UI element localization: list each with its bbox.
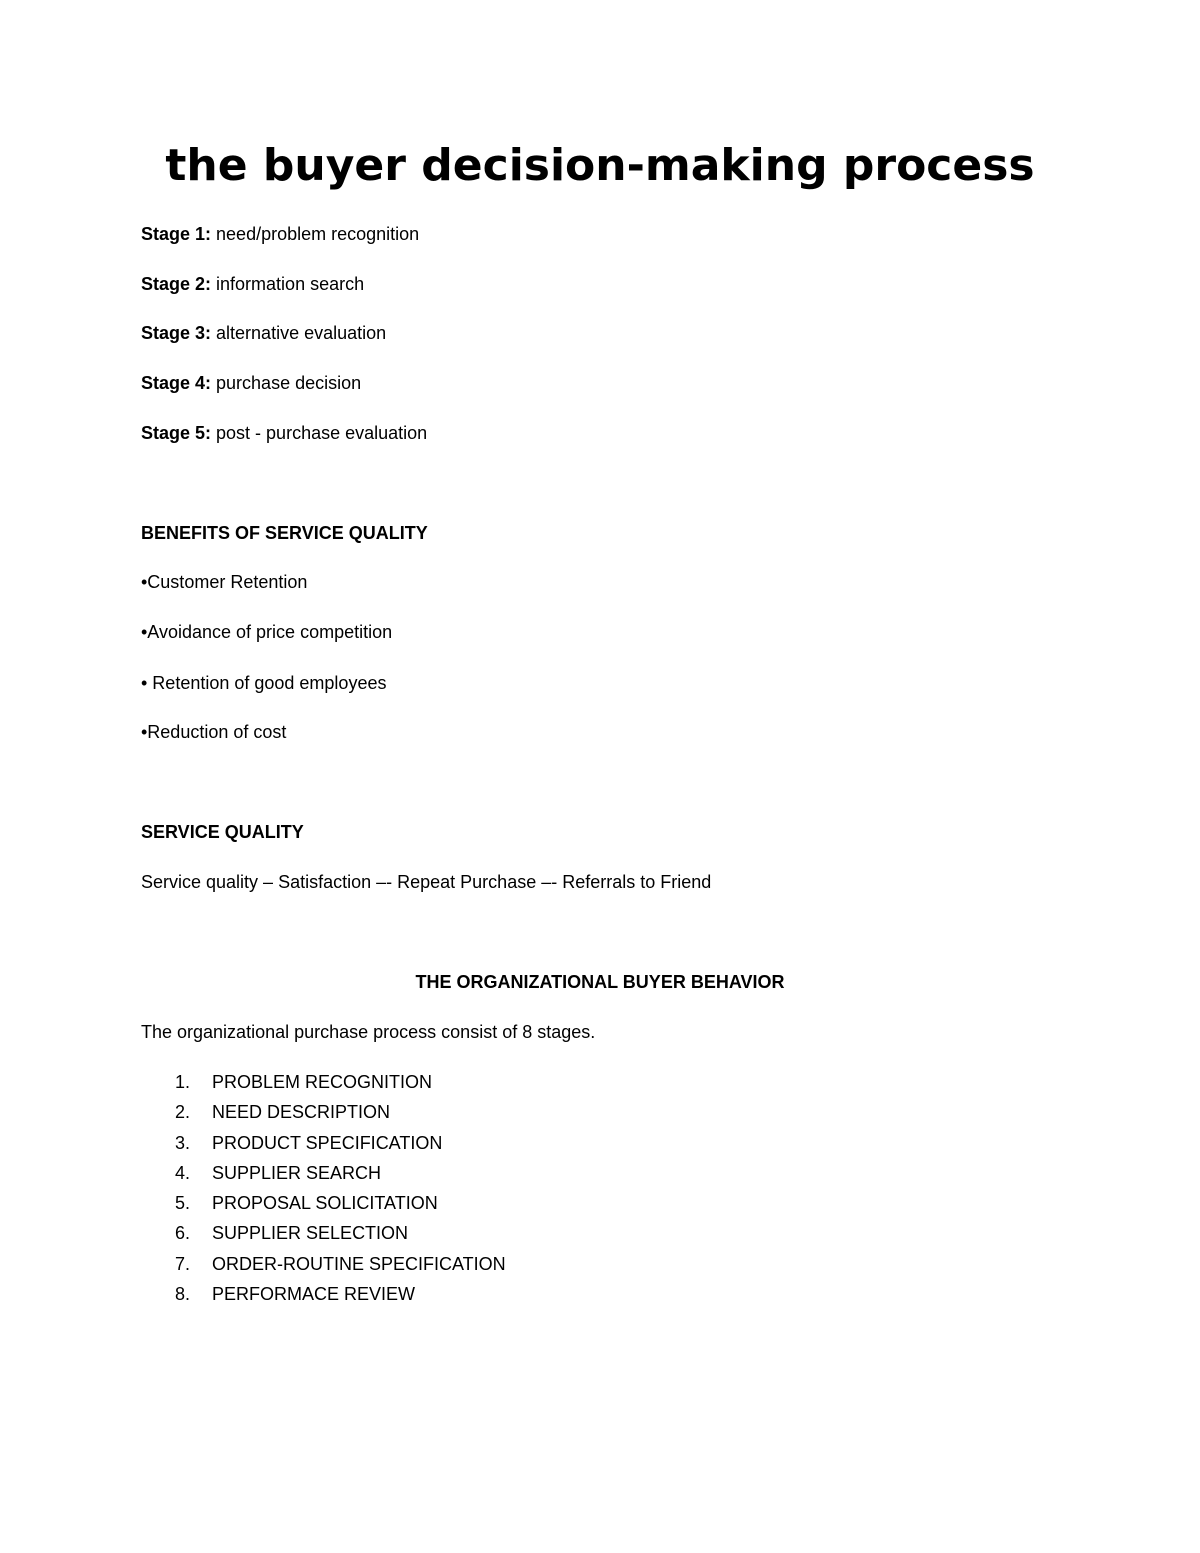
list-item: [141, 1070, 506, 1100]
stage-5-text: post - purchase evaluation: [211, 423, 428, 443]
stage-3-label: Stage 3:: [141, 323, 212, 343]
stage-2-text: information search: [211, 274, 365, 294]
stage-1-line: [141, 222, 419, 246]
stage-5-label: Stage 5:: [141, 423, 212, 443]
stage-2-label: Stage 2:: [141, 274, 212, 294]
stage-4-line: [141, 371, 361, 395]
list-item: [141, 1131, 506, 1161]
stage-1-text: need/problem recognition: [211, 224, 420, 244]
org-intro-text: The organizational purchase process consist of 8 stages.: [141, 1022, 596, 1042]
list-item: [141, 1282, 506, 1312]
list-item-text: PROPOSAL SOLICITATION: [212, 1193, 438, 1214]
service-quality-chain: Service quality – Satisfaction –- Repeat Purchase –- Referrals to Friend: [141, 872, 712, 892]
benefit-item-customer-retention: •Customer Retention: [141, 572, 308, 592]
list-item-number: 2.: [175, 1102, 191, 1123]
benefit-item-price-competition: •Avoidance of price competition: [141, 622, 393, 642]
stage-5-line: [141, 421, 427, 445]
stage-2-line: [141, 272, 364, 296]
service-quality-heading: SERVICE QUALITY: [141, 822, 304, 842]
list-item-number: 7.: [175, 1253, 191, 1274]
list-item: [141, 1252, 506, 1282]
list-item: [141, 1221, 506, 1251]
list-item-number: 1.: [175, 1072, 191, 1092]
org-buyer-heading: THE ORGANIZATIONAL BUYER BEHAVIOR: [415, 972, 785, 992]
stage-3-line: [141, 321, 386, 345]
stage-4-text: purchase decision: [211, 373, 362, 393]
list-item-text: SUPPLIER SEARCH: [212, 1162, 382, 1183]
list-item-text: PRODUCT SPECIFICATION: [212, 1132, 443, 1153]
stage-3-text: alternative evaluation: [211, 323, 387, 343]
list-item-number: 6.: [175, 1223, 191, 1244]
list-item-number: 8.: [175, 1284, 191, 1305]
list-item-number: 5.: [175, 1193, 191, 1214]
list-item: [141, 1100, 506, 1130]
list-item: [141, 1191, 506, 1221]
list-item-text: PERFORMACE REVIEW: [212, 1284, 416, 1305]
stage-4-label: Stage 4:: [141, 373, 212, 393]
list-item-text: ORDER-ROUTINE SPECIFICATION: [212, 1253, 506, 1274]
list-item-text: NEED DESCRIPTION: [212, 1102, 391, 1123]
benefit-item-cost-reduction: •Reduction of cost: [141, 722, 287, 742]
list-item-number: 3.: [175, 1132, 191, 1153]
list-item-text: PROBLEM RECOGNITION: [212, 1072, 433, 1092]
stage-1-label: Stage 1:: [141, 224, 212, 244]
benefit-item-good-employees: • Retention of good employees: [141, 673, 387, 693]
org-stages-list: [141, 1070, 506, 1312]
list-item-number: 4.: [175, 1162, 191, 1183]
document-title: the buyer decision-making process: [165, 140, 1035, 191]
list-item-text: SUPPLIER SELECTION: [212, 1223, 409, 1244]
benefits-heading: BENEFITS OF SERVICE QUALITY: [141, 523, 428, 543]
list-item: [141, 1161, 506, 1191]
